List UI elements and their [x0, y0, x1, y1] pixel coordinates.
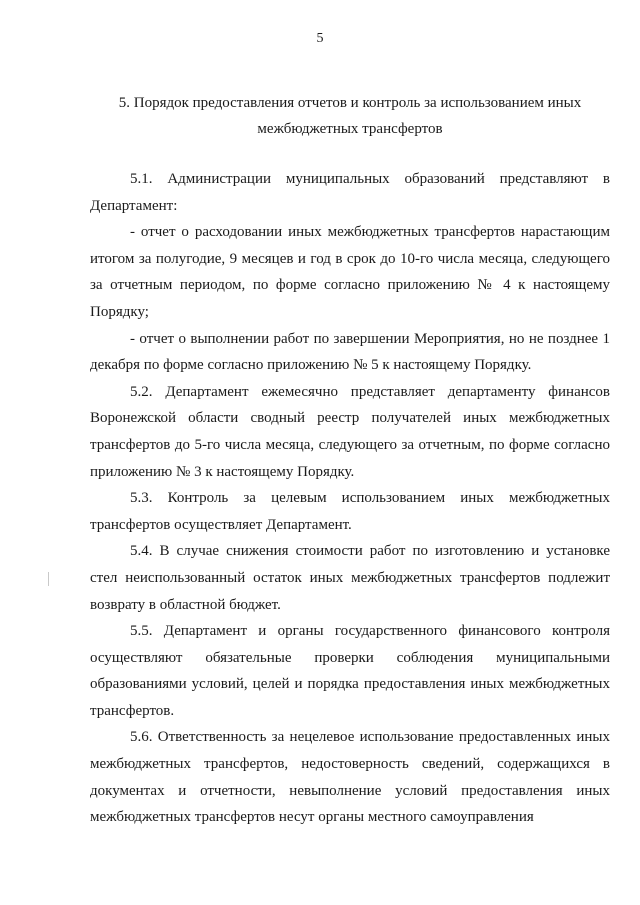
paragraph-5-1-item-2: - отчет о выполнении работ по завершении Мероприятия, но не позднее 1 декабря по форме согласно приложению № 5 к настоящему Порядку. — [90, 330, 610, 374]
section-title: 5. Порядок предоставления отчетов и контроль за использованием иных межбюджетных трансфертов — [118, 95, 582, 137]
paragraph-5-5: 5.5. Департамент и органы государственного финансового контроля осуществляют обязательные проверки соблюдения муниципальными образованиями условий, целей и порядка предоставления иных межбюджетных трансфертов. — [90, 623, 610, 719]
document-body — [90, 166, 610, 831]
paragraph-5-1-item-1: - отчет о расходовании иных межбюджетных трансфертов нарастающим итогом за полугодие, 9 месяцев и год в срок до 10-го числа месяца, следующего за отчетным периодом, по форме согласно приложению № 4 к настоящему Порядку; — [90, 224, 610, 320]
paragraph-5-3: 5.3. Контроль за целевым использованием иных межбюджетных трансфертов осуществляет Департамент. — [90, 490, 610, 533]
paragraph-5-4: 5.4. В случае снижения стоимости работ по изготовлению и установке стел неиспользованный остаток иных межбюджетных трансфертов подлежит возврату в областной бюджет. — [90, 543, 610, 613]
paragraph-5-1: 5.1. Администрации муниципальных образований представляют в Департамент: — [90, 171, 610, 214]
paragraph-5-6: 5.6. Ответственность за нецелевое использование предоставленных иных межбюджетных трансфертов, недостоверность сведений, содержащихся в документах и отчетности, невыполнение условий предоставления иных межбюджетных трансфертов несут органы местного самоуправления — [90, 729, 610, 826]
scan-margin-mark — [48, 572, 49, 586]
paragraph-5-2: 5.2. Департамент ежемесячно представляет департаменту финансов Воронежской области сводный реестр получателей иных межбюджетных трансфертов до 5-го числа месяца, следующего за отчетным, по форме согласно приложению № 3 к настоящему Порядку. — [90, 383, 610, 480]
page-number: 5 — [316, 31, 324, 46]
